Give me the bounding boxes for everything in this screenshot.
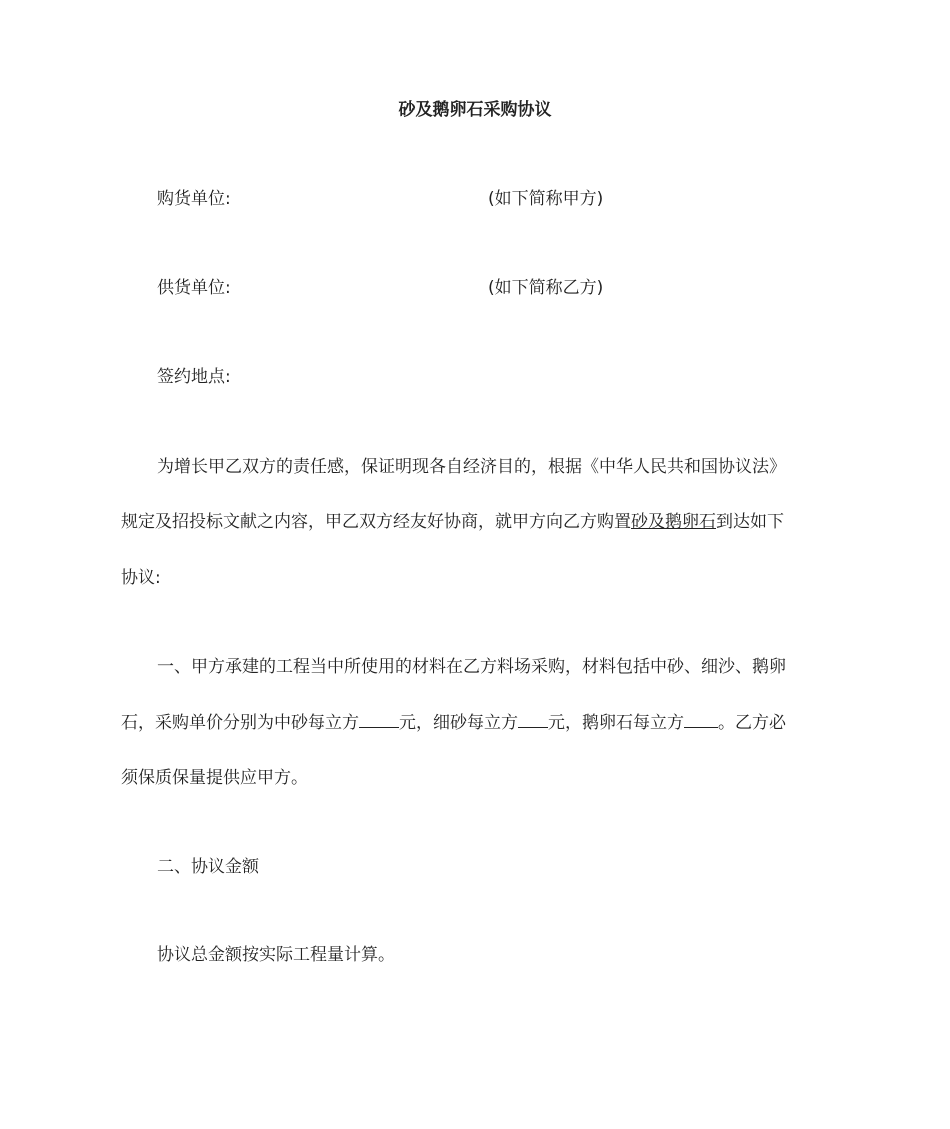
intro-line-3: 协议: [121, 568, 161, 588]
document-title: 砂及鹅卵石采购协议 [398, 100, 552, 120]
section1-text-a: 石，采购单价分别为中砂每立方 [121, 713, 359, 733]
buyer-label: 购货单位: [157, 189, 231, 209]
section1-text-d: 。乙方必 [718, 713, 786, 733]
section1-line-3: 须保质保量提供应甲方。 [121, 768, 308, 788]
signing-place-label: 签约地点: [157, 367, 231, 387]
section2-body: 协议总金额按实际工程量计算。 [157, 945, 395, 965]
supplier-note: (如下简称乙方) [488, 278, 604, 298]
intro-line-2-underlined: 砂及鹅卵石 [631, 512, 716, 532]
section1-text-c: 元，鹅卵石每立方 [548, 713, 684, 733]
price-blank-pebble [684, 711, 718, 728]
intro-line-2 [121, 511, 784, 533]
intro-line-2-text: 规定及招投标文献之内容，甲乙双方经友好协商，就甲方向乙方购置 [121, 512, 631, 532]
intro-line-2-tail: 到达如下 [716, 512, 784, 532]
section2-heading: 二、协议金额 [157, 857, 259, 877]
intro-line-1: 为增长甲乙双方的责任感，保证明现各自经济目的，根据《中华人民共和国协议法》 [157, 457, 786, 477]
section1-line-2 [121, 711, 786, 734]
price-blank-fine-sand [518, 711, 548, 728]
buyer-note: (如下简称甲方) [488, 189, 604, 209]
supplier-label: 供货单位: [157, 278, 231, 298]
price-blank-medium-sand [359, 711, 399, 728]
section1-line-1: 一、甲方承建的工程当中所使用的材料在乙方料场采购，材料包括中砂、细沙、鹅卵 [157, 657, 786, 677]
section1-text-b: 元，细砂每立方 [399, 713, 518, 733]
